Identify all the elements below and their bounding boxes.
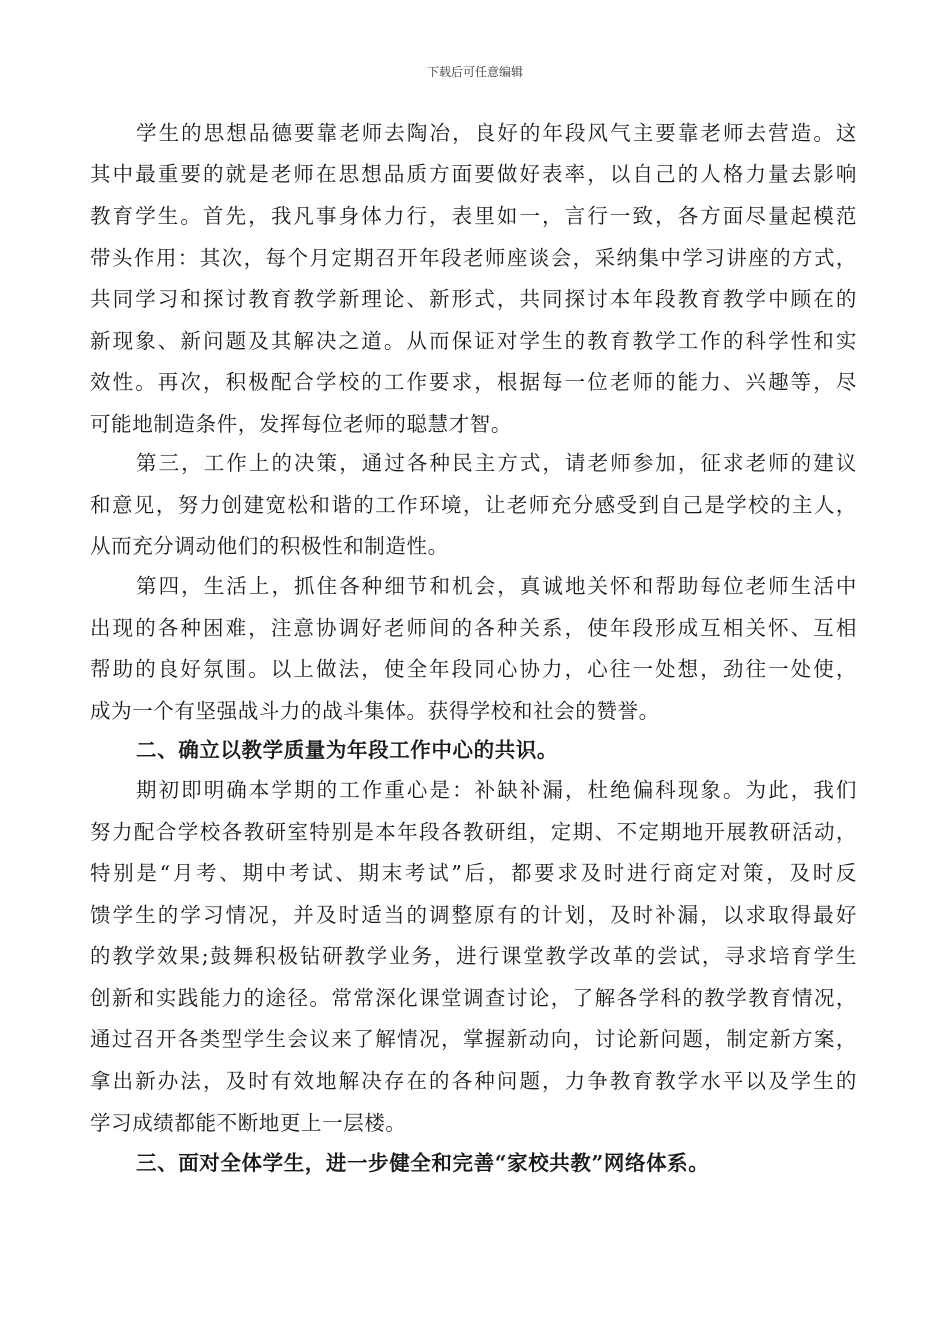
line-text: 从而充分调动他们的积极性和制造性。: [90, 534, 449, 558]
line-text: 通过召开各类型学生会议来了解情况，掌握新动向，讨论新问题，制定新方案，: [90, 1027, 858, 1051]
line-text: 其中最重要的就是老师在思想品质方面要做好表率，以自己的人格力量去影响: [90, 162, 859, 186]
line-text: 二、确立以教学质量为年段工作中心的共识。: [136, 738, 558, 762]
line-text: 出现的各种困难，注意协调好老师间的各种关系，使年段形成互相关怀、互相: [90, 616, 859, 640]
line-text: 成为一个有坚强战斗力的战斗集体。获得学校和社会的赞誉。: [90, 699, 660, 723]
line-text: 馈学生的学习情况，并及时适当的调整原有的计划，及时补漏，以求取得最好: [90, 903, 859, 927]
line-text: 和意见，努力创建宽松和谐的工作环境，让老师充分感受到自己是学校的主人，: [90, 493, 858, 517]
line-text: 特别是“月考、期中考试、期末考试”后，都要求及时进行商定对策，及时反: [90, 861, 860, 885]
line-text: 第三，工作上的决策，通过各种民主方式，请老师参加，征求老师的建议: [136, 451, 859, 475]
line-text: 带头作用：其次，每个月定期召开年段老师座谈会，采纳集中学习讲座的方式，: [90, 246, 858, 270]
line-text: 帮助的良好氛围。以上做法，使全年段同心协力，心往一处想，劲往一处使，: [90, 657, 859, 681]
line-text: 学习成绩都能不断地更上一层楼。: [90, 1111, 407, 1135]
line-text: 效性。再次，积极配合学校的工作要求，根据每一位老师的能力、兴趣等，尽: [90, 370, 859, 394]
page-header: 下载后可任意编辑: [426, 65, 523, 79]
line-text: 可能地制造条件，发挥每位老师的聪慧才智。: [90, 412, 512, 436]
line-text: 努力配合学校各教研室特别是本年段各教研组，定期、不定期地开展教研活动，: [90, 820, 858, 844]
line-text: 新现象、新问题及其解决之道。从而保证对学生的教育教学工作的科学性和实: [90, 329, 859, 353]
line-text: 创新和实践能力的途径。常常深化课堂调查讨论，了解各学科的教学教育情况，: [90, 986, 858, 1010]
line-text: 教育学生。首先，我凡事身体力行，表里如一，言行一致，各方面尽量起模范: [90, 204, 859, 228]
line-text: 三、面对全体学生，进一步健全和完善“家校共教”网络体系。: [136, 1151, 710, 1175]
line-text: 共同学习和探讨教育教学新理论、新形式，共同探讨本年段教育教学中顾在的: [90, 287, 859, 311]
line-text: 的教学效果;鼓舞积极钻研教学业务，进行课堂教学改革的尝试，寻求培育学生: [90, 944, 859, 968]
line-text: 第四，生活上，抓住各种细节和机会，真诚地关怀和帮助每位老师生活中: [136, 574, 859, 598]
line-text: 拿出新办法，及时有效地解决存在的各种问题，力争教育教学水平以及学生的: [90, 1069, 859, 1093]
line-text: 期初即明确本学期的工作重心是：补缺补漏，杜绝偏科现象。为此，我们: [136, 778, 859, 802]
line-text: 学生的思想品德要靠老师去陶冶，良好的年段风气主要靠老师去营造。这: [136, 121, 859, 145]
